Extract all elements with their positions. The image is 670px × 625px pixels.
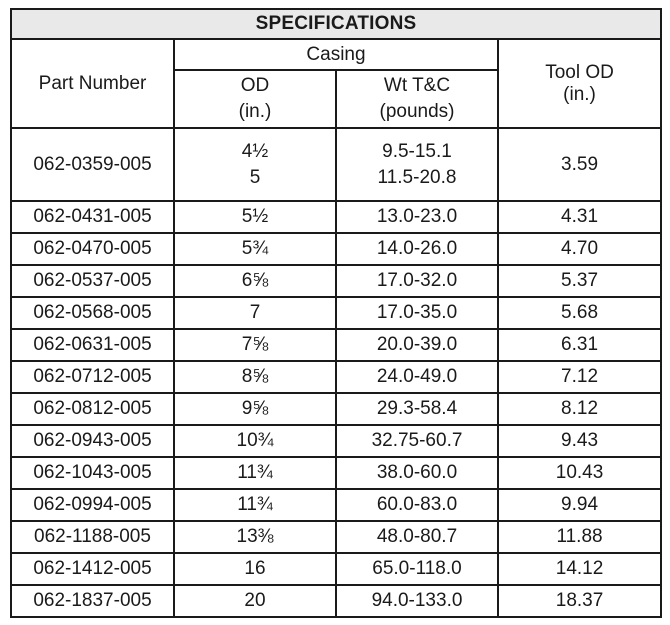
table-row — [11, 425, 661, 457]
table-row — [11, 361, 661, 393]
part-number-cell: 062-1837-005 — [11, 585, 174, 617]
tool-od-cell: 6.31 — [498, 329, 661, 361]
od-cell: 5½ — [174, 201, 336, 233]
header-od-line2: (in.) — [238, 101, 272, 122]
tool-od-cell: 9.94 — [498, 489, 661, 521]
table-row — [11, 553, 661, 585]
tool-od-cell: 7.12 — [498, 361, 661, 393]
part-number-cell: 062-0359-005 — [11, 128, 174, 201]
part-number-cell: 062-0470-005 — [11, 233, 174, 265]
header-od-line1: OD — [240, 75, 270, 96]
od-cell: 7⅝ — [174, 329, 336, 361]
header-tool-od-line2: (in.) — [563, 83, 596, 105]
wt-cell: 17.0-32.0 — [336, 265, 498, 297]
header-casing: Casing — [174, 39, 498, 70]
od-value: 4½ — [241, 140, 269, 162]
table-row — [11, 521, 661, 553]
table-row — [11, 457, 661, 489]
od-cell: 16 — [174, 553, 336, 585]
od-cell: 13⅜ — [174, 521, 336, 553]
table-row — [11, 265, 661, 297]
wt-cell — [336, 128, 498, 201]
od-cell: 20 — [174, 585, 336, 617]
part-number-cell: 062-1188-005 — [11, 521, 174, 553]
wt-cell: 29.3-58.4 — [336, 393, 498, 425]
wt-cell: 94.0-133.0 — [336, 585, 498, 617]
part-number-cell: 062-1412-005 — [11, 553, 174, 585]
header-tool-od-line1: Tool OD — [545, 61, 614, 83]
header-wt-line2: (pounds) — [379, 101, 455, 122]
od-value: 5 — [249, 166, 261, 188]
wt-cell: 20.0-39.0 — [336, 329, 498, 361]
wt-cell: 38.0-60.0 — [336, 457, 498, 489]
part-number-cell: 062-0812-005 — [11, 393, 174, 425]
od-cell: 8⅝ — [174, 361, 336, 393]
od-cell: 11¾ — [174, 489, 336, 521]
tool-od-cell: 8.12 — [498, 393, 661, 425]
table-row — [11, 393, 661, 425]
tool-od-cell: 14.12 — [498, 553, 661, 585]
od-cell: 6⅝ — [174, 265, 336, 297]
table-row — [11, 585, 661, 617]
part-number-cell: 062-0712-005 — [11, 361, 174, 393]
od-cell — [174, 128, 336, 201]
tool-od-cell: 3.59 — [498, 128, 661, 201]
od-cell: 5¾ — [174, 233, 336, 265]
header-part-number: Part Number — [11, 39, 174, 128]
table-row — [11, 489, 661, 521]
specifications-table — [10, 8, 662, 618]
tool-od-cell: 18.37 — [498, 585, 661, 617]
part-number-cell: 062-0631-005 — [11, 329, 174, 361]
part-number-cell: 062-0994-005 — [11, 489, 174, 521]
part-number-cell: 062-0431-005 — [11, 201, 174, 233]
wt-cell: 14.0-26.0 — [336, 233, 498, 265]
header-wt — [336, 70, 498, 128]
header-wt-line1: Wt T&C — [383, 75, 451, 96]
table-row — [11, 128, 661, 201]
table-row — [11, 329, 661, 361]
tool-od-cell: 10.43 — [498, 457, 661, 489]
od-cell: 7 — [174, 297, 336, 329]
part-number-cell: 062-0943-005 — [11, 425, 174, 457]
wt-cell: 65.0-118.0 — [336, 553, 498, 585]
wt-cell: 32.75-60.7 — [336, 425, 498, 457]
tool-od-cell: 11.88 — [498, 521, 661, 553]
od-cell: 9⅝ — [174, 393, 336, 425]
header-tool-od — [498, 39, 661, 128]
header-od — [174, 70, 336, 128]
wt-value: 9.5-15.1 — [382, 140, 452, 162]
od-cell: 10¾ — [174, 425, 336, 457]
wt-cell: 17.0-35.0 — [336, 297, 498, 329]
part-number-cell: 062-0537-005 — [11, 265, 174, 297]
wt-cell: 13.0-23.0 — [336, 201, 498, 233]
table-title: SPECIFICATIONS — [11, 9, 661, 39]
table-row — [11, 297, 661, 329]
wt-cell: 60.0-83.0 — [336, 489, 498, 521]
part-number-cell: 062-1043-005 — [11, 457, 174, 489]
tool-od-cell: 4.31 — [498, 201, 661, 233]
wt-value: 11.5-20.8 — [377, 166, 457, 188]
tool-od-cell: 4.70 — [498, 233, 661, 265]
wt-cell: 24.0-49.0 — [336, 361, 498, 393]
od-cell: 11¾ — [174, 457, 336, 489]
table-row — [11, 201, 661, 233]
tool-od-cell: 5.37 — [498, 265, 661, 297]
part-number-cell: 062-0568-005 — [11, 297, 174, 329]
table-row — [11, 233, 661, 265]
tool-od-cell: 5.68 — [498, 297, 661, 329]
tool-od-cell: 9.43 — [498, 425, 661, 457]
wt-cell: 48.0-80.7 — [336, 521, 498, 553]
